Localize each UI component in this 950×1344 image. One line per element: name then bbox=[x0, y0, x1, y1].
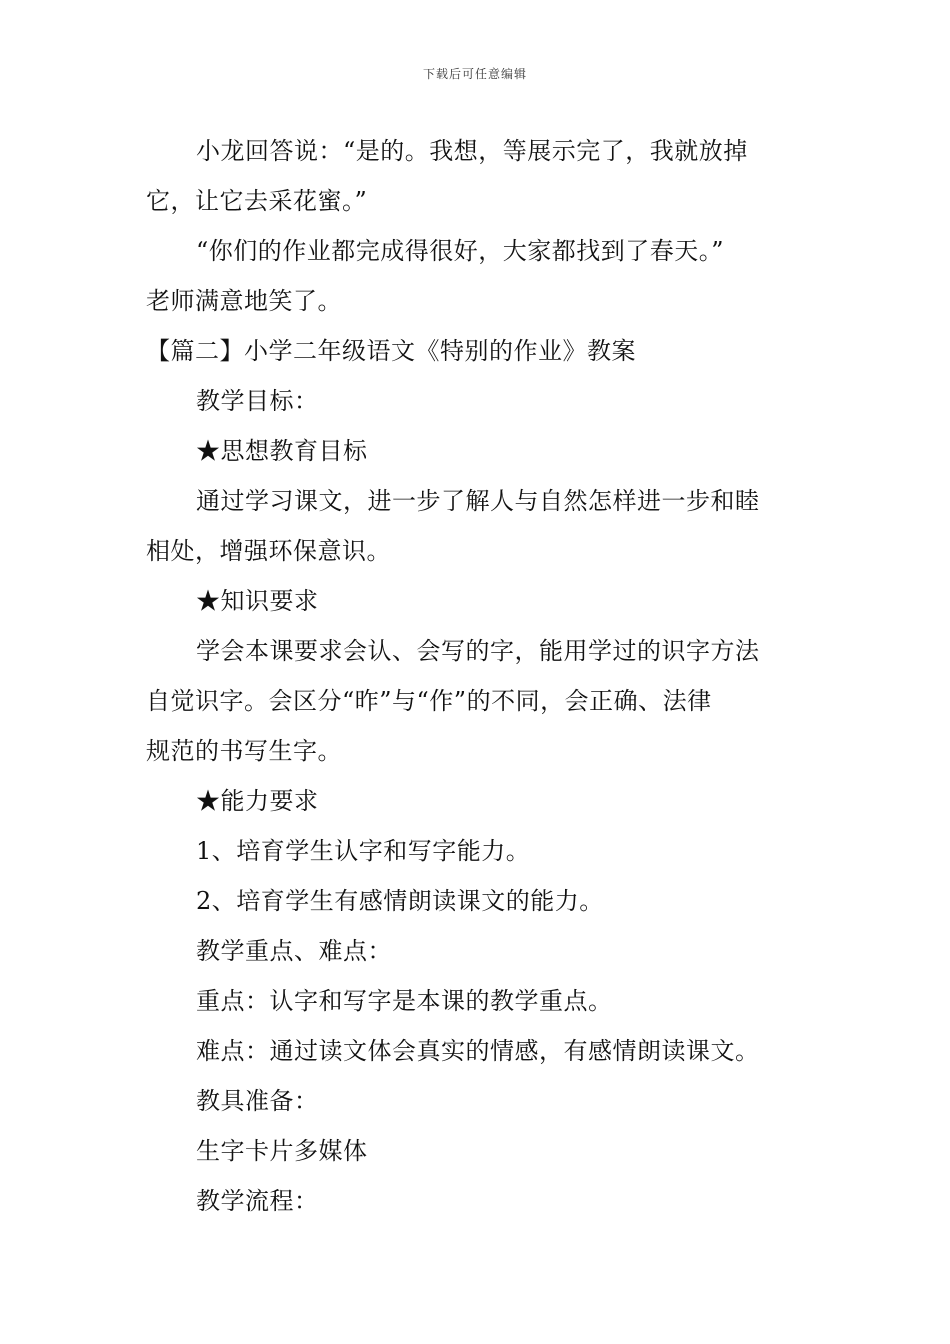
heading-key-points: 教学重点、难点： bbox=[196, 937, 392, 965]
subheading-knowledge-requirement: ★知识要求 bbox=[196, 587, 319, 615]
paragraph-line: “你们的作业都完成得很好，大家都找到了春天。” bbox=[196, 237, 725, 265]
paragraph-line: 它，让它去采花蜜。” bbox=[146, 187, 368, 215]
page-header: 下载后可任意编辑 bbox=[422, 67, 527, 81]
paragraph-line: 老师满意地笑了。 bbox=[146, 287, 342, 315]
paragraph-line: 小龙回答说：“是的。我想，等展示完了，我就放掉 bbox=[196, 137, 748, 165]
paragraph-line: 重点：认字和写字是本课的教学重点。 bbox=[196, 987, 613, 1015]
document-body bbox=[146, 126, 811, 1226]
section-title: 【篇二】小学二年级语文《特别的作业》教案 bbox=[146, 337, 636, 365]
paragraph-line: 规范的书写生字。 bbox=[146, 737, 342, 765]
subheading-ideology-goal: ★思想教育目标 bbox=[196, 437, 368, 465]
heading-teaching-process: 教学流程： bbox=[196, 1187, 319, 1215]
paragraph-line: 通过学习课文，进一步了解人与自然怎样进一步和睦 bbox=[196, 487, 760, 515]
paragraph-line: 生字卡片多媒体 bbox=[196, 1137, 368, 1165]
heading-teaching-goals: 教学目标： bbox=[196, 387, 319, 415]
paragraph-line: 难点：通过读文体会真实的情感，有感情朗读课文。 bbox=[196, 1037, 760, 1065]
heading-teaching-aids: 教具准备： bbox=[196, 1087, 319, 1115]
paragraph-line: 学会本课要求会认、会写的字，能用学过的识字方法 bbox=[196, 637, 760, 665]
paragraph-line: 自觉识字。会区分“昨”与“作”的不同，会正确、法律 bbox=[146, 687, 712, 715]
list-item: 2、培育学生有感情朗读课文的能力。 bbox=[196, 887, 604, 915]
list-item: 1、培育学生认字和写字能力。 bbox=[196, 837, 531, 865]
subheading-ability-requirement: ★能力要求 bbox=[196, 787, 319, 815]
paragraph-line: 相处，增强环保意识。 bbox=[146, 537, 391, 565]
